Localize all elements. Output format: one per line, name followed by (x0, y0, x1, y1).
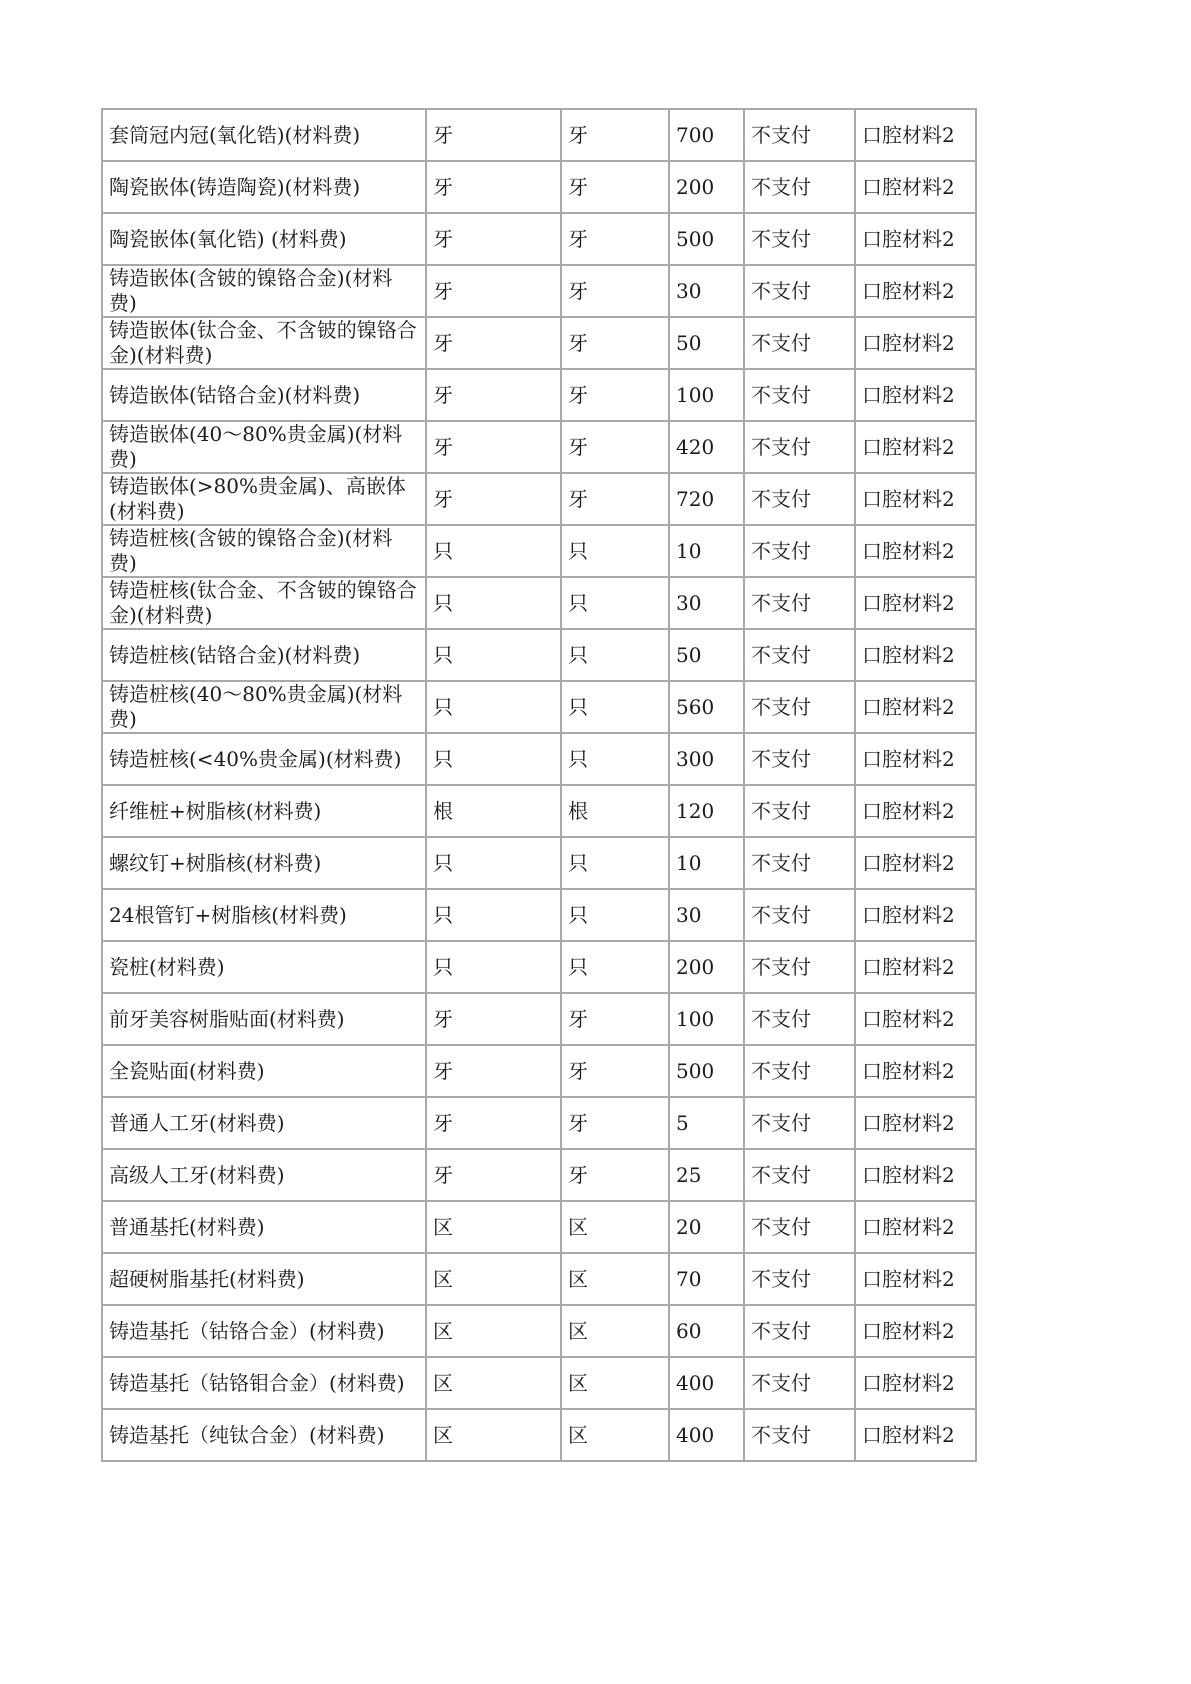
table-row (102, 1305, 976, 1357)
payment-status-cell: 不支付 (744, 1097, 855, 1149)
unit-cell: 根 (426, 785, 561, 837)
payment-status-cell: 不支付 (744, 1149, 855, 1201)
count-unit-cell: 牙 (561, 421, 669, 473)
count-unit-cell: 牙 (561, 1149, 669, 1201)
category-cell: 口腔材料2 (855, 785, 976, 837)
category-cell: 口腔材料2 (855, 525, 976, 577)
category-cell: 口腔材料2 (855, 1097, 976, 1149)
table-row (102, 317, 976, 369)
item-name-cell: 陶瓷嵌体(氧化锆) (材料费) (102, 213, 426, 265)
price-cell: 50 (669, 629, 744, 681)
payment-status-cell: 不支付 (744, 837, 855, 889)
count-unit-cell: 牙 (561, 369, 669, 421)
unit-cell: 牙 (426, 265, 561, 317)
price-cell: 500 (669, 213, 744, 265)
unit-cell: 区 (426, 1201, 561, 1253)
table-row (102, 785, 976, 837)
payment-status-cell: 不支付 (744, 733, 855, 785)
payment-status-cell: 不支付 (744, 1357, 855, 1409)
unit-cell: 区 (426, 1409, 561, 1461)
unit-cell: 牙 (426, 213, 561, 265)
item-name-cell: 普通基托(材料费) (102, 1201, 426, 1253)
payment-status-cell: 不支付 (744, 889, 855, 941)
category-cell: 口腔材料2 (855, 837, 976, 889)
table-row (102, 421, 976, 473)
unit-cell: 只 (426, 941, 561, 993)
item-name-cell: 全瓷贴面(材料费) (102, 1045, 426, 1097)
category-cell: 口腔材料2 (855, 161, 976, 213)
table-row (102, 369, 976, 421)
category-cell: 口腔材料2 (855, 1253, 976, 1305)
table-row (102, 1253, 976, 1305)
unit-cell: 牙 (426, 993, 561, 1045)
item-name-cell: 铸造桩核(钴铬合金)(材料费) (102, 629, 426, 681)
price-cell: 30 (669, 577, 744, 629)
price-cell: 50 (669, 317, 744, 369)
price-cell: 10 (669, 525, 744, 577)
unit-cell: 牙 (426, 421, 561, 473)
table-row (102, 525, 976, 577)
count-unit-cell: 牙 (561, 1097, 669, 1149)
category-cell: 口腔材料2 (855, 889, 976, 941)
table-row (102, 681, 976, 733)
category-cell: 口腔材料2 (855, 473, 976, 525)
price-cell: 700 (669, 109, 744, 161)
category-cell: 口腔材料2 (855, 733, 976, 785)
category-cell: 口腔材料2 (855, 1045, 976, 1097)
payment-status-cell: 不支付 (744, 1045, 855, 1097)
item-name-cell: 纤维桩+树脂核(材料费) (102, 785, 426, 837)
unit-cell: 区 (426, 1253, 561, 1305)
count-unit-cell: 牙 (561, 213, 669, 265)
table-row (102, 629, 976, 681)
unit-cell: 牙 (426, 109, 561, 161)
count-unit-cell: 只 (561, 889, 669, 941)
count-unit-cell: 牙 (561, 993, 669, 1045)
item-name-cell: 铸造嵌体(40～80%贵金属)(材料费) (102, 421, 426, 473)
price-cell: 100 (669, 369, 744, 421)
unit-cell: 区 (426, 1305, 561, 1357)
category-cell: 口腔材料2 (855, 577, 976, 629)
table-row (102, 161, 976, 213)
price-cell: 20 (669, 1201, 744, 1253)
item-name-cell: 套筒冠内冠(氧化锆)(材料费) (102, 109, 426, 161)
payment-status-cell: 不支付 (744, 317, 855, 369)
item-name-cell: 24根管钉+树脂核(材料费) (102, 889, 426, 941)
table-row (102, 1357, 976, 1409)
payment-status-cell: 不支付 (744, 993, 855, 1045)
item-name-cell: 陶瓷嵌体(铸造陶瓷)(材料费) (102, 161, 426, 213)
item-name-cell: 瓷桩(材料费) (102, 941, 426, 993)
count-unit-cell: 只 (561, 681, 669, 733)
category-cell: 口腔材料2 (855, 941, 976, 993)
price-cell: 25 (669, 1149, 744, 1201)
payment-status-cell: 不支付 (744, 1305, 855, 1357)
unit-cell: 只 (426, 577, 561, 629)
price-cell: 300 (669, 733, 744, 785)
payment-status-cell: 不支付 (744, 1253, 855, 1305)
count-unit-cell: 牙 (561, 317, 669, 369)
category-cell: 口腔材料2 (855, 265, 976, 317)
item-name-cell: 普通人工牙(材料费) (102, 1097, 426, 1149)
category-cell: 口腔材料2 (855, 421, 976, 473)
item-name-cell: 铸造基托（纯钛合金）(材料费) (102, 1409, 426, 1461)
table-row (102, 1201, 976, 1253)
unit-cell: 牙 (426, 369, 561, 421)
price-cell: 60 (669, 1305, 744, 1357)
category-cell: 口腔材料2 (855, 1357, 976, 1409)
price-cell: 70 (669, 1253, 744, 1305)
table-row (102, 109, 976, 161)
item-name-cell: 高级人工牙(材料费) (102, 1149, 426, 1201)
unit-cell: 牙 (426, 161, 561, 213)
category-cell: 口腔材料2 (855, 629, 976, 681)
category-cell: 口腔材料2 (855, 1201, 976, 1253)
price-cell: 720 (669, 473, 744, 525)
unit-cell: 只 (426, 681, 561, 733)
category-cell: 口腔材料2 (855, 1149, 976, 1201)
count-unit-cell: 只 (561, 733, 669, 785)
count-unit-cell: 只 (561, 577, 669, 629)
item-name-cell: 铸造嵌体(>80%贵金属)、高嵌体(材料费) (102, 473, 426, 525)
table-row (102, 1149, 976, 1201)
category-cell: 口腔材料2 (855, 213, 976, 265)
price-cell: 30 (669, 889, 744, 941)
category-cell: 口腔材料2 (855, 109, 976, 161)
payment-status-cell: 不支付 (744, 1409, 855, 1461)
payment-status-cell: 不支付 (744, 421, 855, 473)
count-unit-cell: 区 (561, 1253, 669, 1305)
item-name-cell: 铸造嵌体(钴铬合金)(材料费) (102, 369, 426, 421)
payment-status-cell: 不支付 (744, 681, 855, 733)
count-unit-cell: 区 (561, 1201, 669, 1253)
price-cell: 200 (669, 161, 744, 213)
count-unit-cell: 区 (561, 1409, 669, 1461)
item-name-cell: 前牙美容树脂贴面(材料费) (102, 993, 426, 1045)
count-unit-cell: 牙 (561, 109, 669, 161)
unit-cell: 只 (426, 525, 561, 577)
unit-cell: 只 (426, 889, 561, 941)
payment-status-cell: 不支付 (744, 1201, 855, 1253)
table-row (102, 213, 976, 265)
price-cell: 100 (669, 993, 744, 1045)
table-row (102, 1409, 976, 1461)
count-unit-cell: 只 (561, 941, 669, 993)
price-cell: 5 (669, 1097, 744, 1149)
price-cell: 120 (669, 785, 744, 837)
table-row (102, 993, 976, 1045)
item-name-cell: 铸造桩核(含铍的镍铬合金)(材料费) (102, 525, 426, 577)
unit-cell: 只 (426, 629, 561, 681)
category-cell: 口腔材料2 (855, 1409, 976, 1461)
price-cell: 10 (669, 837, 744, 889)
table-row (102, 941, 976, 993)
item-name-cell: 铸造基托（钴铬钼合金）(材料费) (102, 1357, 426, 1409)
table-row (102, 473, 976, 525)
table-row (102, 1097, 976, 1149)
payment-status-cell: 不支付 (744, 109, 855, 161)
category-cell: 口腔材料2 (855, 681, 976, 733)
payment-status-cell: 不支付 (744, 369, 855, 421)
count-unit-cell: 只 (561, 837, 669, 889)
unit-cell: 牙 (426, 317, 561, 369)
table-body (102, 109, 976, 1461)
price-cell: 420 (669, 421, 744, 473)
unit-cell: 牙 (426, 1097, 561, 1149)
item-name-cell: 铸造嵌体(含铍的镍铬合金)(材料费) (102, 265, 426, 317)
payment-status-cell: 不支付 (744, 785, 855, 837)
count-unit-cell: 根 (561, 785, 669, 837)
category-cell: 口腔材料2 (855, 1305, 976, 1357)
count-unit-cell: 牙 (561, 473, 669, 525)
unit-cell: 只 (426, 733, 561, 785)
unit-cell: 牙 (426, 473, 561, 525)
table-row (102, 837, 976, 889)
payment-status-cell: 不支付 (744, 629, 855, 681)
count-unit-cell: 区 (561, 1357, 669, 1409)
count-unit-cell: 牙 (561, 265, 669, 317)
unit-cell: 只 (426, 837, 561, 889)
unit-cell: 牙 (426, 1045, 561, 1097)
item-name-cell: 铸造嵌体(钛合金、不含铍的镍铬合金)(材料费) (102, 317, 426, 369)
payment-status-cell: 不支付 (744, 577, 855, 629)
price-cell: 30 (669, 265, 744, 317)
unit-cell: 牙 (426, 1149, 561, 1201)
payment-status-cell: 不支付 (744, 161, 855, 213)
category-cell: 口腔材料2 (855, 317, 976, 369)
payment-status-cell: 不支付 (744, 473, 855, 525)
item-name-cell: 铸造桩核(<40%贵金属)(材料费) (102, 733, 426, 785)
payment-status-cell: 不支付 (744, 525, 855, 577)
count-unit-cell: 只 (561, 525, 669, 577)
item-name-cell: 铸造基托（钴铬合金）(材料费) (102, 1305, 426, 1357)
count-unit-cell: 牙 (561, 161, 669, 213)
payment-status-cell: 不支付 (744, 941, 855, 993)
price-cell: 500 (669, 1045, 744, 1097)
price-cell: 400 (669, 1357, 744, 1409)
category-cell: 口腔材料2 (855, 993, 976, 1045)
table-row (102, 577, 976, 629)
count-unit-cell: 牙 (561, 1045, 669, 1097)
document-page (101, 108, 975, 1462)
payment-status-cell: 不支付 (744, 213, 855, 265)
price-table (101, 108, 977, 1462)
item-name-cell: 超硬树脂基托(材料费) (102, 1253, 426, 1305)
price-cell: 400 (669, 1409, 744, 1461)
count-unit-cell: 区 (561, 1305, 669, 1357)
table-row (102, 889, 976, 941)
unit-cell: 区 (426, 1357, 561, 1409)
item-name-cell: 铸造桩核(40～80%贵金属)(材料费) (102, 681, 426, 733)
item-name-cell: 铸造桩核(钛合金、不含铍的镍铬合金)(材料费) (102, 577, 426, 629)
table-row (102, 265, 976, 317)
price-cell: 200 (669, 941, 744, 993)
item-name-cell: 螺纹钉+树脂核(材料费) (102, 837, 426, 889)
table-row (102, 1045, 976, 1097)
table-row (102, 733, 976, 785)
price-cell: 560 (669, 681, 744, 733)
payment-status-cell: 不支付 (744, 265, 855, 317)
category-cell: 口腔材料2 (855, 369, 976, 421)
count-unit-cell: 只 (561, 629, 669, 681)
